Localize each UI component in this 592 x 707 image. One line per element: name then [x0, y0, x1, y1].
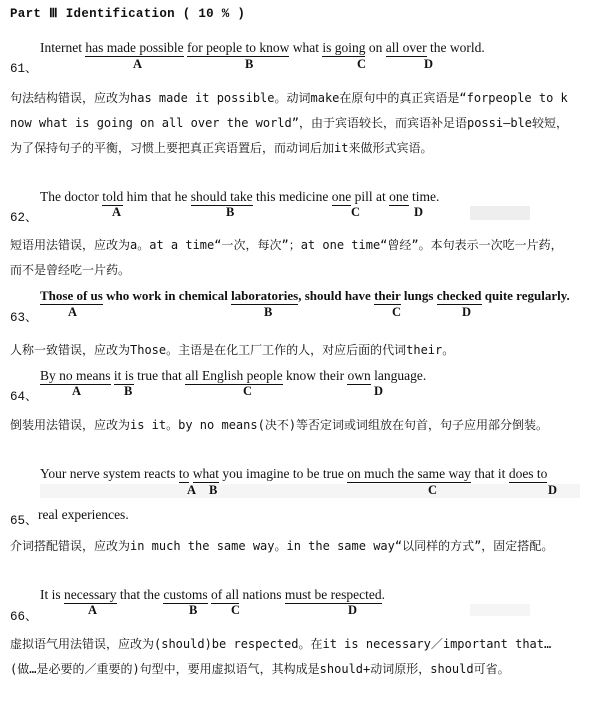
question-sentence	[40, 40, 485, 56]
sentence-text: you imagine to be true	[219, 466, 348, 481]
option-label-c: C	[357, 57, 367, 71]
question-sentence	[40, 288, 570, 304]
option-label-a: A	[68, 305, 78, 319]
underlined-segment: own	[347, 368, 371, 383]
sentence-text: , should have	[298, 288, 375, 303]
question-number: 63、	[10, 311, 38, 325]
sentence-text: who work in chemical	[102, 288, 232, 303]
sentence-text: lungs	[400, 288, 437, 303]
sentence-text: nations	[239, 587, 285, 602]
sentence-text: It is	[40, 587, 65, 602]
option-label-a: A	[133, 57, 143, 71]
underlined-segment: laboratories	[231, 288, 299, 303]
underlined-segment: it is	[113, 368, 134, 383]
explanation: 句法结构错误，应改为has made it possible。动词make在原句中的真正宾语是“forpeople to know what is going on all over the world”，由于宾语较长，而宾语补足语possi—ble较短，为了保持句子的平衡，习惯上要把真正宾语置后，而动词后加it来做形式宾语。	[10, 91, 569, 155]
explanation: 短语用法错误，应改为a。at a time“一次，每次”；at one time“曾经”。本句表示一次吃一片药，而不是曾经吃一片药。	[10, 238, 563, 277]
sentence-text: Your nerve system reacts	[40, 466, 179, 481]
underlined-segment: all over	[385, 40, 427, 55]
underlined-segment: told	[102, 189, 124, 204]
underlined-segment: their	[374, 288, 401, 303]
scan-artifact	[470, 604, 530, 616]
scan-artifact	[40, 484, 580, 498]
question-number: 65、	[10, 514, 38, 528]
underlined-segment: Those of us	[40, 288, 103, 303]
option-label-b: B	[124, 384, 133, 398]
question-sentence	[40, 189, 439, 205]
underlined-segment: for people to know	[186, 40, 290, 55]
sentence-text: that the	[116, 587, 164, 602]
option-label-d: D	[348, 603, 358, 617]
underlined-segment: does to	[508, 466, 548, 481]
sentence-text: this medicine	[252, 189, 332, 204]
sentence-text: .	[381, 587, 385, 602]
option-label-d: D	[424, 57, 434, 71]
sentence-text: true that	[133, 368, 186, 383]
sentence-text: what	[289, 40, 323, 55]
option-label-d: D	[414, 205, 424, 219]
option-label-b: B	[245, 57, 254, 71]
explanation: 人称一致错误，应改为Those。主语是在化工厂工作的人，对应后面的代词their。	[10, 343, 455, 357]
underlined-segment: should take	[190, 189, 253, 204]
sentence-text: Internet	[40, 40, 86, 55]
sentence-text: time.	[408, 189, 440, 204]
underlined-segment: By no means	[40, 368, 111, 383]
underlined-segment: is going	[322, 40, 366, 55]
scan-artifact	[470, 206, 530, 220]
option-label-d: D	[462, 305, 472, 319]
underlined-segment: all English people	[185, 368, 283, 383]
option-label-a: A	[187, 483, 197, 497]
option-label-a: A	[88, 603, 98, 617]
option-label-d: D	[374, 384, 384, 398]
explanation: 虚拟语气用法错误，应改为(should)be respected。在it is necessary／important that…(做…是必要的／重要的)句型中，要用虚拟语气，其构成是should+动词原形，should可省。	[10, 637, 552, 676]
question-number: 66、	[10, 610, 38, 624]
question-sentence	[40, 368, 426, 384]
sentence-text: language.	[370, 368, 427, 383]
underlined-segment: on much the same way	[347, 466, 471, 481]
underlined-segment: of all	[211, 587, 240, 602]
underlined-segment: to	[178, 466, 190, 481]
option-label-b: B	[264, 305, 273, 319]
option-label-c: C	[243, 384, 253, 398]
explanation: 倒装用法错误，应改为is it。by no means(决不)等否定词或词组放在句首，句子应用部分倒装。	[10, 418, 549, 432]
option-label-c: C	[231, 603, 241, 617]
underlined-segment: one	[331, 189, 352, 204]
explanation: 介词搭配错误，应改为in much the same way。in the same way“以同样的方式”，固定搭配。	[10, 539, 554, 553]
question-continuation: real experiences.	[38, 507, 129, 522]
section-title: Part Ⅲ Identification ( 10 % )	[10, 7, 246, 21]
underlined-segment: customs	[163, 587, 208, 602]
option-label-b: B	[189, 603, 198, 617]
sentence-text: pill at	[351, 189, 390, 204]
option-label-c: C	[351, 205, 361, 219]
sentence-text: him that he	[123, 189, 191, 204]
option-label-b: B	[226, 205, 235, 219]
option-label-b: B	[209, 483, 218, 497]
sentence-text: on	[365, 40, 386, 55]
option-label-a: A	[112, 205, 122, 219]
sentence-text: that it	[470, 466, 509, 481]
option-label-a: A	[72, 384, 82, 398]
underlined-segment: checked	[436, 288, 482, 303]
sentence-text: quite regularly.	[481, 288, 570, 303]
underlined-segment: necessary	[64, 587, 117, 602]
option-label-c: C	[428, 483, 438, 497]
underlined-segment: one	[389, 189, 409, 204]
sentence-text: the world.	[426, 40, 485, 55]
underlined-segment: what	[192, 466, 219, 481]
option-label-d: D	[548, 483, 558, 497]
question-number: 64、	[10, 390, 38, 404]
underlined-segment: has made possible	[85, 40, 184, 55]
question-number: 62、	[10, 211, 38, 225]
sentence-text: know their	[282, 368, 348, 383]
question-sentence	[40, 587, 385, 603]
sentence-text: The doctor	[40, 189, 103, 204]
question-number: 61、	[10, 62, 38, 76]
question-sentence	[40, 466, 547, 482]
option-label-c: C	[392, 305, 402, 319]
underlined-segment: must be respected	[284, 587, 382, 602]
